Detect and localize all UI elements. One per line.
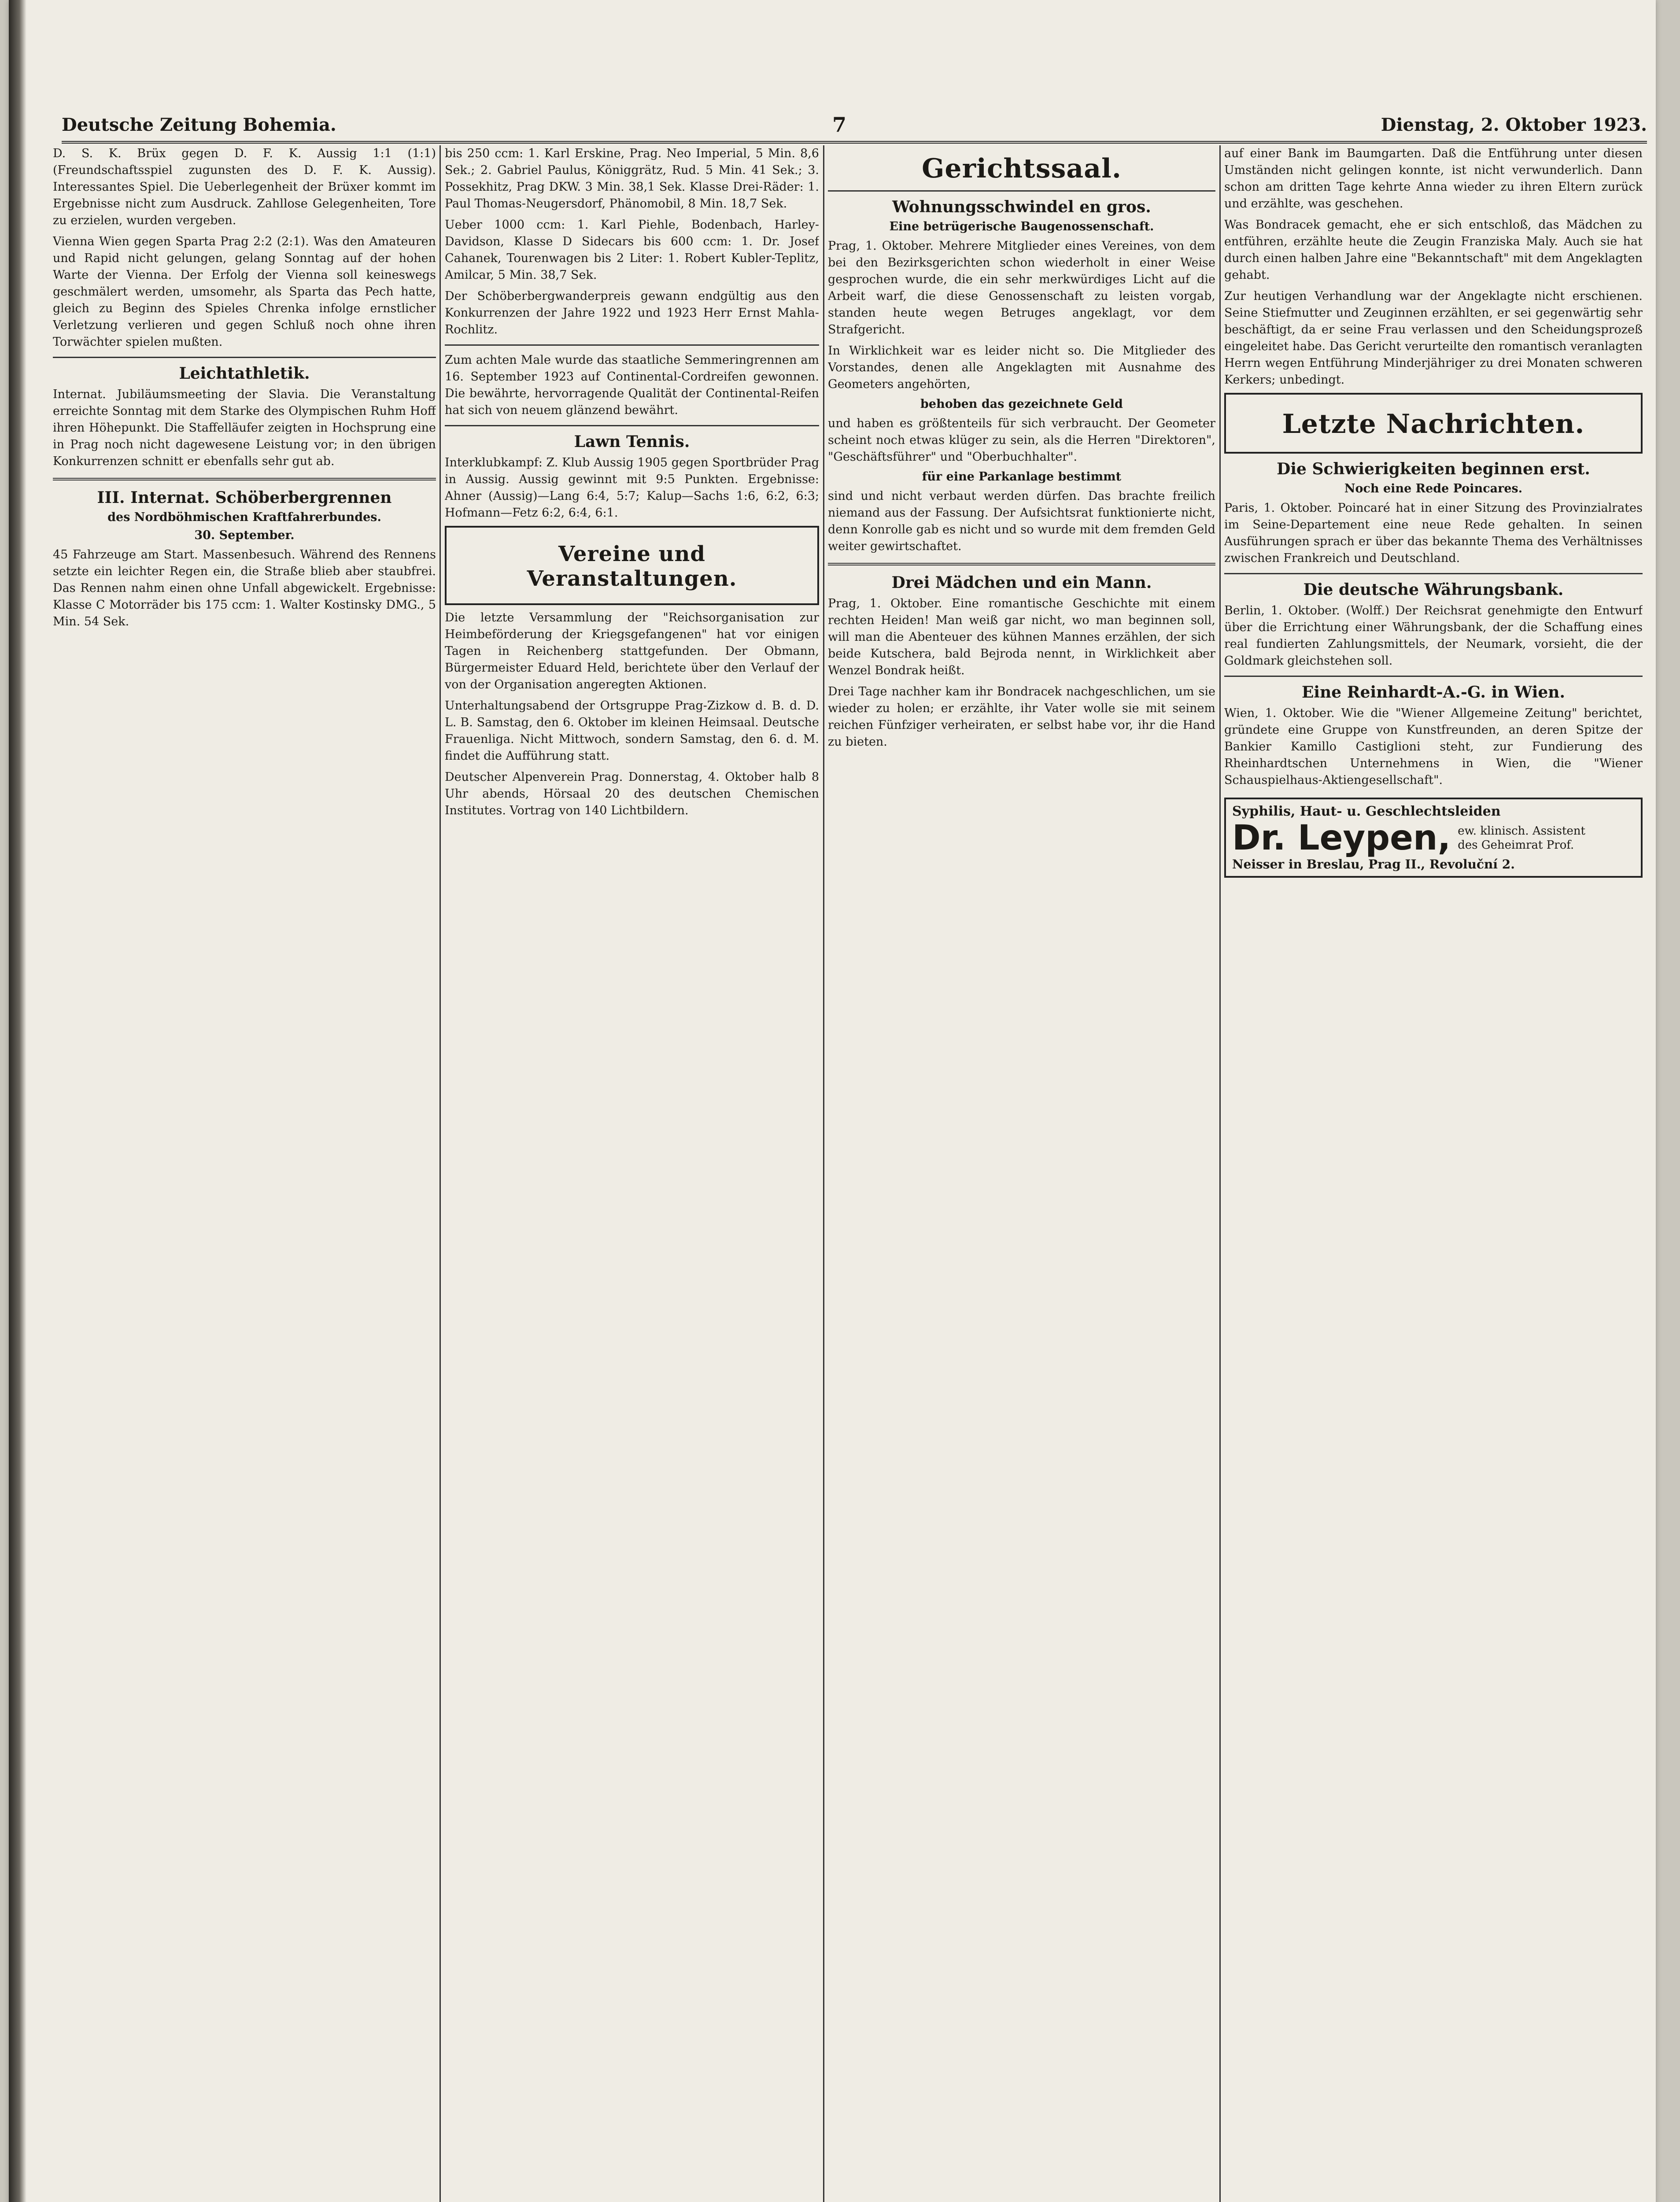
article-text: Internat. Jubiläumsmeeting der Slavia. Die Veranstaltung erreichte Sonntag mit dem Starke des Olympischen Ruhm Hoff ihren Höhepunkt. Die Staffelläufer zeigten in Hochsprung eine in Prag noch nicht dagewesene Leistung vor; in den übrigen Konkurrenzen schnitt er ebenfalls sehr gut ab. <box>53 388 436 468</box>
section-heading-letzte-nachrichten: Letzte Nachrichten. <box>1282 409 1585 440</box>
article-text: Zur heutigen Verhandlung war der Angeklagte nicht erschienen. Seine Stiefmutter und Zeuginnen erzählten, er sei gegenwärtig sehr beschäftigt, da er seine Frau verlassen und den Scheidungsprozeß eingeleitet habe. Das Gericht verurteilte den romantisch veranlagten Herrn wegen Entführung Minderjähriger zu drei Monaten schweren Kerkers; unbedingt. <box>1224 289 1643 387</box>
divider <box>1224 676 1643 677</box>
article-text: sind und nicht verbaut werden dürfen. Das brachte freilich niemand aus der Fassung. Der Aufsichtsrat funktionierte nicht, denn Konrolle gab es nicht und so wurde mit dem fremden Geld weiter gewirtschaftet. <box>828 489 1215 553</box>
inline-heading: behoben das gezeichnete Geld <box>920 397 1123 411</box>
article-text: 45 Fahrzeuge am Start. Massenbesuch. Während des Rennens setzte ein leichter Regen ein, die Straße blieb aber staubfrei. Das Rennen nahm einen ohne Unfall abgewickelt. Ergebnisse: Klasse C Motorräder bis 175 ccm: 1. Walter Kostinsky DMG., 5 Min. 54 Sek. <box>53 548 436 628</box>
section-heading-vereine: Vereine und Veranstaltungen. <box>527 542 737 591</box>
article-subheadline: Noch eine Rede Poincares. <box>1344 482 1523 495</box>
inline-heading: für eine Parkanlage bestimmt <box>922 470 1122 484</box>
scan-binding-shadow <box>9 0 26 2202</box>
section-heading-gerichtssaal: Gerichtssaal. <box>922 153 1122 184</box>
section-heading-lawn-tennis: Lawn Tennis. <box>574 432 690 451</box>
column-3 <box>828 145 1215 2202</box>
article-text: Interklubkampf: Z. Klub Aussig 1905 gegen Sportbrüder Prag in Aussig. Aussig gewinnt mit 9:5 Punkten. Ergebnisse: Ahner (Aussig)—Lang 6:4, 5:7; Kalup—Sachs 1:6, 6:2, 6:3; Hofmann—Fetz 6:2, 6:4, 6:1. <box>445 456 819 520</box>
column-2 <box>445 145 819 2202</box>
column-1 <box>53 145 436 2202</box>
divider <box>828 563 1215 565</box>
article-text: Was Bondracek gemacht, ehe er sich entschloß, das Mädchen zu entführen, erzählte heute die Zeugin Franziska Maly. Auch sie hat durch einen halben Jahre eine "Bekanntschaft" mit dem Angeklagten gehabt. <box>1224 218 1643 282</box>
ad-address: Neisser in Breslau, Prag II., Revoluční 2. <box>1232 857 1515 872</box>
column-rule <box>823 145 824 2202</box>
divider <box>53 357 436 358</box>
article-text: Ueber 1000 ccm: 1. Karl Piehle, Bodenbach, Harley-Davidson, Klasse D Sidecars bis 600 ccm: 1. Dr. Josef Cahanek, Tourenwagen bis 2 Liter: 1. Robert Kubler-Teplitz, Amilcar, 5 Min. 38,7 Sek. <box>445 218 819 282</box>
article-text: Unterhaltungsabend der Ortsgruppe Prag-Zizkow d. B. d. D. L. B. Samstag, den 6. Oktober im kleinen Heimsaal. Deutsche Frauenliga. Nicht Mittwoch, sondern Samstag, den 6. d. M. findet die Aufführung statt. <box>445 699 819 763</box>
divider <box>828 190 1215 192</box>
article-text: Berlin, 1. Oktober. (Wolff.) Der Reichsrat genehmigte den Entwurf über die Errichtung einer Währungsbank, der die Schaffung eines real fundierten Zahlungsmittels, der Neumark, vorsieht, die der Goldmark gleichstehen soll. <box>1224 604 1643 668</box>
article-text: Vienna Wien gegen Sparta Prag 2:2 (2:1). Was den Amateuren und Rapid nicht gelungen, gelang Sonntag auf der hohen Warte der Vienna. Der Erfolg der Vienna soll keineswegs geschmälert werden, umsomehr, als Sparta das Pech hatte, gleich zu Beginn des Spieles Chrenka infolge ernstlicher Verletzung verlieren und gegen Schluß noch ohne ihren Torwächter spielen mußten. <box>53 235 436 349</box>
article-text: Zum achten Male wurde das staatliche Semmeringrennen am 16. September 1923 auf Continental-Cordreifen gewonnen. Die bewährte, hervorragende Qualität der Continental-Reifen hat sich von neuem glänzend bewährt. <box>445 353 819 417</box>
subheading: des Nordböhmischen Kraftfahrerbundes. <box>107 510 381 524</box>
masthead <box>62 110 1647 144</box>
section-heading-schoeberbergrennen: III. Internat. Schöberbergrennen <box>97 488 392 507</box>
divider <box>445 425 819 426</box>
issue-date: Dienstag, 2. Oktober 1923. <box>1381 115 1647 135</box>
article-headline: Eine Reinhardt-A.-G. in Wien. <box>1301 683 1565 702</box>
column-rule <box>439 145 441 2202</box>
column-rule <box>1219 145 1221 2202</box>
article-text: bis 250 ccm: 1. Karl Erskine, Prag. Neo Imperial, 5 Min. 8,6 Sek.; 2. Gabriel Paulus, Königgrätz, Rud. 5 Min. 41 Sek.; 3. Possekhitz, Prag DKW. 3 Min. 38,1 Sek. Klasse Drei-Räder: 1. Paul Thomas-Neugersdorf, Phänomobil, 8 Min. 18,7 Sek. <box>445 147 819 211</box>
ad-title: ew. klinisch. Assistent <box>1458 824 1586 838</box>
paper-name: Deutsche Zeitung Bohemia. <box>62 115 336 135</box>
article-text: Die letzte Versammlung der "Reichsorganisation zur Heimbeförderung der Kriegsgefangenen" hat vor einigen Tagen in Reichenberg stattgefunden. Der Obmann, Bürgermeister Eduard Held, berichtete über den Verlauf der von der Organisation angeregten Aktionen. <box>445 611 819 691</box>
divider <box>1224 573 1643 574</box>
article-text: Prag, 1. Oktober. Eine romantische Geschichte mit einem rechten Heiden! Man weiß gar nicht, wo man beginnen soll, will man die Abenteuer des kühnen Mannes erzählen, der sich beide Kutschera, bald Bejroda nennt, in Wirklichkeit aber Wenzel Bondrak heißt. <box>828 597 1215 677</box>
divider <box>445 344 819 346</box>
article-text: und haben es größtenteils für sich verbraucht. Der Geometer scheint noch etwas klüger zu sein, als die Herren "Direktoren", "Geschäftsführer" und "Oberbuchhalter". <box>828 417 1215 464</box>
ad-title: des Geheimrat Prof. <box>1458 839 1574 852</box>
advertisement <box>1224 798 1643 878</box>
section-heading-leichtathletik: Leichtathletik. <box>179 364 310 383</box>
page-number: 7 <box>832 113 847 137</box>
article-headline: Drei Mädchen und ein Mann. <box>891 573 1152 592</box>
ad-headline: Syphilis, Haut- u. Geschlechtsleiden <box>1232 804 1501 819</box>
vereine-box <box>445 526 819 605</box>
article-text: In Wirklichkeit war es leider nicht so. Die Mitglieder des Vorstandes, denen alle Angeklagten mit Ausnahme des Geometers angehörten, <box>828 344 1215 391</box>
article-subheadline: Eine betrügerische Baugenossenschaft. <box>889 220 1154 233</box>
article-text: D. S. K. Brüx gegen D. F. K. Aussig 1:1 (1:1) (Freundschaftsspiel zugunsten des D. F. K. Aussig). Interessantes Spiel. Die Ueberlegenheit der Brüxer kommt im Ergebnisse nicht zum Ausdruck. Zahllose Gelegenheiten, Tore zu erzielen, wurden vergeben. <box>53 147 436 227</box>
article-text: Drei Tage nachher kam ihr Bondracek nachgeschlichen, um sie wieder zu holen; er erzählte, ihr Vater wolle sie mit seinem reichen Fünfziger verheiraten, er selbst habe vor, ihr die Hand zu bieten. <box>828 685 1215 749</box>
article-text: Wien, 1. Oktober. Wie die "Wiener Allgemeine Zeitung" berichtet, gründete eine Gruppe von Kunstfreunden, an deren Spitze der Bankier Kamillo Castiglioni steht, zur Fundierung des Rheinhardtschen Unternehmens in Wien, die "Wiener Schauspielhaus-Aktiengesellschaft". <box>1224 706 1643 787</box>
column-4 <box>1224 145 1643 2202</box>
article-text: Der Schöberbergwanderpreis gewann endgültig aus den Konkurrenzen der Jahre 1922 und 1923 Herr Ernst Mahla-Rochlitz. <box>445 289 819 336</box>
article-text: auf einer Bank im Baumgarten. Daß die Entführung unter diesen Umständen nicht gelingen konnte, ist nicht verwunderlich. Dann schon am dritten Tage kehrte Anna wieder zu ihren Eltern zurück und erzählte, was geschehen. <box>1224 147 1643 211</box>
letzte-nachrichten-box <box>1224 393 1643 454</box>
article-text: Prag, 1. Oktober. Mehrere Mitglieder eines Vereines, von dem bei den Bezirksgerichten schon wiederholt in einer Weise gesprochen wurde, die ein sehr merkwürdiges Licht auf die Arbeit warf, die diese Genossenschaft zu leisten vorgab, standen heute wegen Betruges angeklagt, vor dem Strafgericht. <box>828 239 1215 336</box>
divider <box>53 478 436 480</box>
article-headline: Wohnungsschwindel en gros. <box>892 198 1151 216</box>
article-text: Deutscher Alpenverein Prag. Donnerstag, 4. Oktober halb 8 Uhr abends, Hörsaal 20 des deutschen Chemischen Institutes. Vortrag von 140 Lichtbildern. <box>445 770 819 817</box>
article-text: Paris, 1. Oktober. Poincaré hat in einer Sitzung des Provinzialrates im Seine-Departement eine neue Rede gehalten. In seinen Ausführungen sprach er über das bekannte Thema des Verhältnisses zwischen Frankreich und Deutschland. <box>1224 501 1643 565</box>
article-headline: Die Schwierigkeiten beginnen erst. <box>1277 460 1590 478</box>
article-headline: Die deutsche Währungsbank. <box>1303 580 1564 599</box>
ad-name: Dr. Leypen, <box>1232 818 1451 858</box>
dateline: 30. September. <box>194 528 295 542</box>
